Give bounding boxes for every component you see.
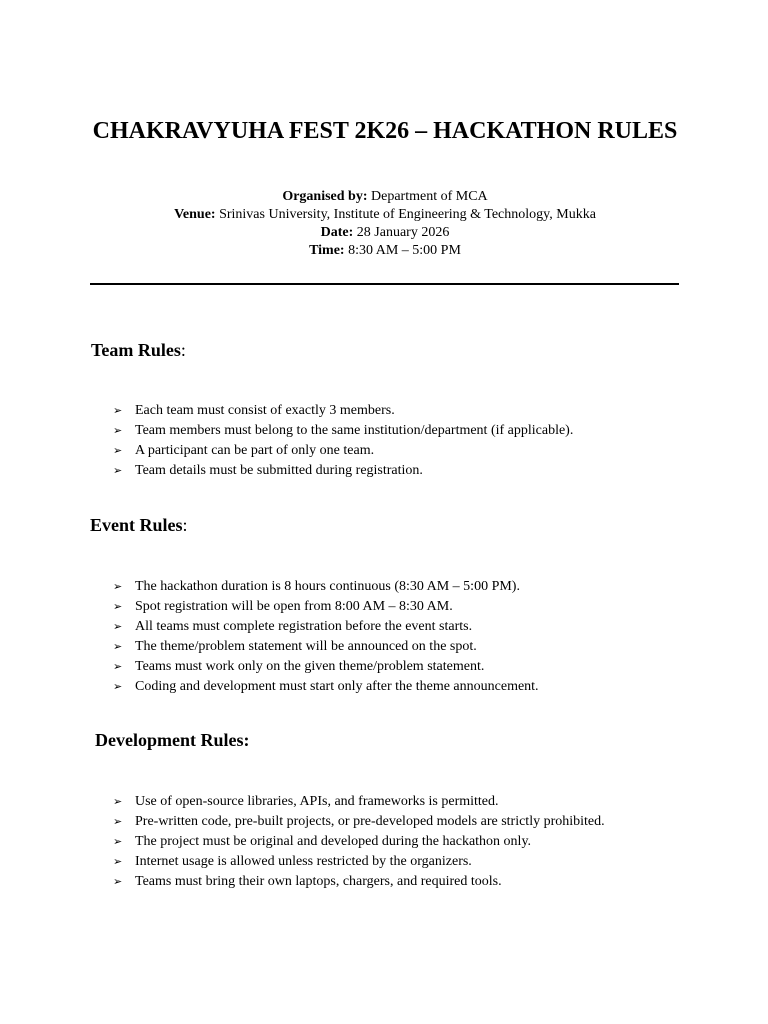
date-line [90, 224, 680, 242]
list-item: ➢ All teams must complete registration before the event starts. [113, 617, 539, 637]
list-item: ➢ The project must be original and developed during the hackathon only. [113, 832, 605, 852]
arrow-bullet-icon: ➢ [113, 424, 123, 437]
list-item: ➢ Teams must bring their own laptops, chargers, and required tools. [113, 872, 605, 892]
document-title: CHAKRAVYUHA FEST 2K26 – HACKATHON RULES [92, 118, 678, 144]
arrow-bullet-icon: ➢ [113, 444, 123, 457]
time-label: Time: [309, 243, 345, 258]
arrow-bullet-icon: ➢ [113, 835, 123, 848]
event-rules-heading: Event Rules: [90, 515, 188, 535]
event-rules-list [113, 577, 539, 697]
list-item: ➢ The hackathon duration is 8 hours continuous (8:30 AM – 5:00 PM). [113, 577, 539, 597]
arrow-bullet-icon: ➢ [113, 580, 123, 593]
list-item: ➢ Use of open-source libraries, APIs, and frameworks is permitted. [113, 792, 605, 812]
arrow-bullet-icon: ➢ [113, 620, 123, 633]
time-line [90, 242, 680, 260]
development-rules-heading: Development Rules: [95, 730, 250, 750]
arrow-bullet-icon: ➢ [113, 815, 123, 828]
date-label: Date: [320, 225, 354, 240]
header-divider [90, 283, 679, 285]
organiser-line [90, 188, 680, 206]
venue-value: Srinivas University, Institute of Engineering & Technology, Mukka [215, 207, 596, 222]
list-item: ➢ Teams must work only on the given theme/problem statement. [113, 657, 539, 677]
list-item: ➢ Each team must consist of exactly 3 members. [113, 401, 573, 421]
list-item: ➢ Internet usage is allowed unless restricted by the organizers. [113, 852, 605, 872]
organiser-label: Organised by: [282, 189, 368, 204]
list-item: ➢ The theme/problem statement will be announced on the spot. [113, 637, 539, 657]
venue-line [90, 206, 680, 224]
list-item: ➢ Team members must belong to the same institution/department (if applicable). [113, 421, 573, 441]
date-value: 28 January 2026 [353, 225, 450, 240]
time-value: 8:30 AM – 5:00 PM [344, 243, 461, 258]
arrow-bullet-icon: ➢ [113, 660, 123, 673]
list-item: ➢ Pre-written code, pre-built projects, or pre-developed models are strictly prohibited. [113, 812, 605, 832]
event-details [90, 188, 680, 260]
arrow-bullet-icon: ➢ [113, 855, 123, 868]
list-item: ➢ Team details must be submitted during registration. [113, 461, 573, 481]
arrow-bullet-icon: ➢ [113, 795, 123, 808]
list-item: ➢ Coding and development must start only after the theme announcement. [113, 677, 539, 697]
arrow-bullet-icon: ➢ [113, 404, 123, 417]
organiser-value: Department of MCA [367, 189, 488, 204]
arrow-bullet-icon: ➢ [113, 875, 123, 888]
development-rules-list [113, 792, 605, 892]
arrow-bullet-icon: ➢ [113, 464, 123, 477]
team-rules-list [113, 401, 573, 481]
arrow-bullet-icon: ➢ [113, 600, 123, 613]
list-item: ➢ A participant can be part of only one team. [113, 441, 573, 461]
arrow-bullet-icon: ➢ [113, 680, 123, 693]
list-item: ➢ Spot registration will be open from 8:00 AM – 8:30 AM. [113, 597, 539, 617]
venue-label: Venue: [174, 207, 216, 222]
team-rules-heading: Team Rules: [91, 340, 186, 360]
arrow-bullet-icon: ➢ [113, 640, 123, 653]
